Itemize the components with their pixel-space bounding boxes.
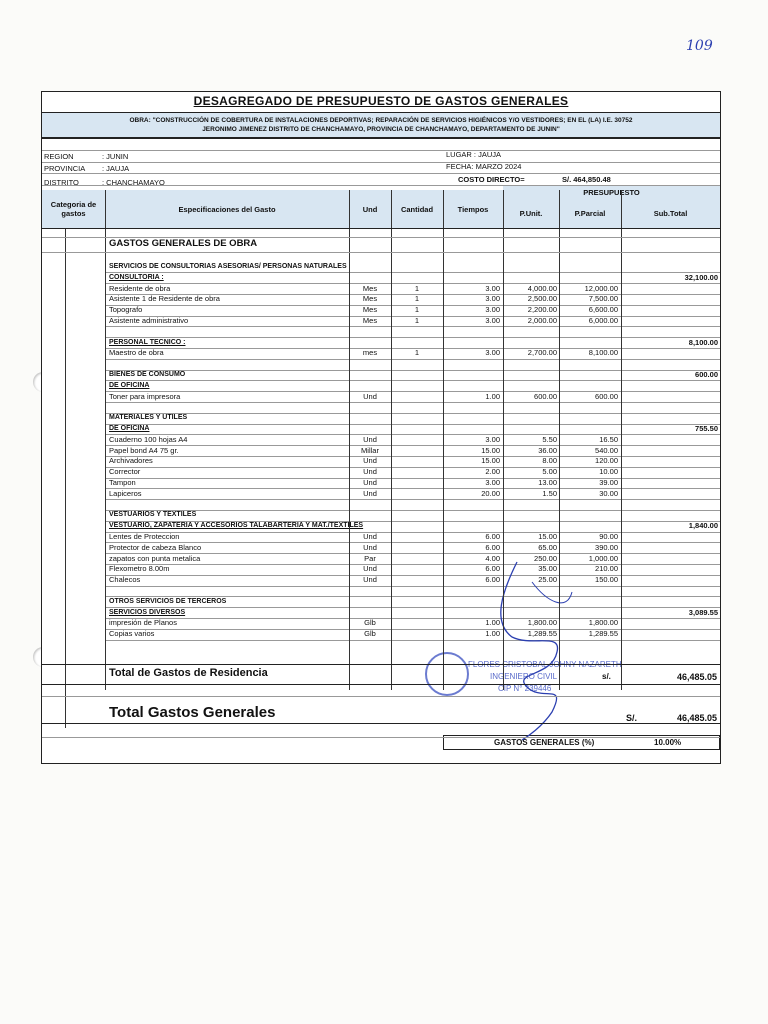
cell-und: Mes xyxy=(362,305,378,315)
cell-cant: 1 xyxy=(414,283,420,293)
cell-und: Und xyxy=(363,488,377,498)
cell-desc: Asistente 1 de Residente de obra xyxy=(109,294,220,304)
cell-pparcial: 600.00 xyxy=(595,391,618,401)
cell-sub: 1,840.00 xyxy=(688,521,718,531)
grid-hline-9 xyxy=(42,684,720,685)
cell-desc: Lentes de Proteccion xyxy=(109,532,180,541)
cell-desc: Asistente administrativo xyxy=(109,316,189,325)
cell-desc: PERSONAL TECNICO : xyxy=(109,338,186,346)
cell-tiempo: 6.00 xyxy=(485,564,500,574)
cell-tiempo: 3.00 xyxy=(485,478,500,487)
grid-hline-4 xyxy=(42,185,720,186)
cell-desc: SERVICIOS DE CONSULTORIAS ASESORIAS/ PERSONAS NATURALES xyxy=(109,263,347,270)
cell-und: Und xyxy=(363,532,377,541)
cell-pparcial: 7,500.00 xyxy=(588,294,618,304)
cell-tiempo: 6.00 xyxy=(485,542,500,552)
cell-desc: Archivadores xyxy=(109,456,153,466)
cell-und: Mes xyxy=(362,283,378,293)
cell-desc: Toner para impresora xyxy=(109,391,181,401)
cell-desc: VESTUARIO, ZAPATERIA Y ACCESORIOS TALABARTERIA Y MAT./TEXTILES xyxy=(109,522,364,530)
cell-und: Und xyxy=(363,542,377,552)
cell-tiempo: 3.00 xyxy=(485,434,500,444)
cell-tiempo: 1.00 xyxy=(485,629,500,639)
grid-hline-8 xyxy=(42,664,720,665)
row-divider xyxy=(105,499,720,500)
col-header-pparcial: P.Parcial xyxy=(559,198,621,228)
cell-punit: 15.00 xyxy=(538,532,557,541)
total-residencia-value: 46,485.05 xyxy=(676,672,717,682)
engineer-seal xyxy=(425,652,469,696)
region-value: : JUNIN xyxy=(102,152,129,161)
provincia-label: PROVINCIA xyxy=(44,164,86,173)
stamp-name: FLORES CRISTOBAL JOHNY NAZARETH xyxy=(468,660,622,669)
cell-desc: impresión de Planos xyxy=(109,618,177,628)
col-header-tiempos: Tiempos xyxy=(443,190,503,228)
grid-vline-0 xyxy=(65,228,66,728)
cell-desc: Corrector xyxy=(109,467,141,477)
cell-tiempo: 6.00 xyxy=(485,575,500,585)
cell-pparcial: 30.00 xyxy=(599,488,618,498)
total-residencia-currency: s/. xyxy=(602,672,611,681)
col-header-categoria: Categoria de gastos xyxy=(42,190,105,228)
costo-directo-label: COSTO DIRECTO= xyxy=(458,175,525,184)
cell-punit: 2,000.00 xyxy=(527,316,557,325)
grid-vline-6 xyxy=(559,190,560,690)
cell-und: Mes xyxy=(362,294,378,304)
cell-punit: 250.00 xyxy=(534,553,557,563)
cell-punit: 36.00 xyxy=(538,445,557,455)
cell-und: Und xyxy=(363,478,377,487)
cell-tiempo: 2.00 xyxy=(485,467,500,477)
gg-pct-label: GASTOS GENERALES (%) xyxy=(494,738,595,747)
row-divider xyxy=(105,640,720,641)
cell-desc: Protector de cabeza Blanco xyxy=(109,542,202,552)
cell-tiempo: 1.00 xyxy=(485,618,500,628)
page-number: 109 xyxy=(686,38,713,54)
cell-punit: 25.00 xyxy=(538,575,557,585)
cell-tiempo: 15.00 xyxy=(481,445,500,455)
total-generales-currency: S/. xyxy=(626,713,638,723)
stamp-cip: CIP N° 239446 xyxy=(498,684,552,693)
cell-und: Millar xyxy=(361,445,379,455)
cell-desc: CONSULTORIA : xyxy=(109,273,164,281)
cell-punit: 65.00 xyxy=(538,542,557,552)
cell-cant: 1 xyxy=(414,305,420,315)
cell-pparcial: 390.00 xyxy=(595,542,618,552)
cell-pparcial: 12,000.00 xyxy=(584,283,618,293)
total-generales-value: 46,485.05 xyxy=(676,713,717,723)
cell-desc: MATERIALES Y UTILES xyxy=(109,414,188,422)
cell-pparcial: 8,100.00 xyxy=(588,348,618,358)
row-divider xyxy=(105,402,720,403)
cell-sub: 755.50 xyxy=(695,424,718,433)
stamp-title: INGENIERO CIVIL xyxy=(490,672,558,681)
cell-desc: SERVICIOS DIVERSOS xyxy=(109,608,186,616)
grid-hline-11 xyxy=(42,723,720,724)
grid-hline-12 xyxy=(42,737,720,738)
grid-vline-1 xyxy=(105,190,106,690)
cell-pparcial: 120.00 xyxy=(595,456,618,466)
distrito-label: DISTRITO xyxy=(44,178,79,187)
cell-punit: 600.00 xyxy=(534,391,557,401)
cell-punit: 1,289.55 xyxy=(527,629,557,639)
cell-punit: 8.00 xyxy=(542,456,557,466)
cell-tiempo: 3.00 xyxy=(485,305,500,315)
lugar-text: LUGAR : JAUJA xyxy=(446,150,502,159)
col-header-presupuesto: PRESUPUESTO xyxy=(503,186,720,198)
cell-desc: zapatos con punta metalica xyxy=(109,553,201,563)
cell-pparcial: 150.00 xyxy=(595,575,618,585)
cell-cant: 1 xyxy=(414,294,420,304)
col-header-subtotal: Sub.Total xyxy=(621,198,720,228)
cell-pparcial: 1,800.00 xyxy=(588,618,618,628)
cell-punit: 1,800.00 xyxy=(527,618,557,628)
document-title: DESAGREGADO DE PRESUPUESTO DE GASTOS GENERALES xyxy=(193,94,569,108)
grid-vline-7 xyxy=(621,190,622,690)
grid-hline-1 xyxy=(42,150,720,151)
cell-tiempo: 3.00 xyxy=(485,294,500,304)
grid-hline-6 xyxy=(42,237,720,238)
section-title: GASTOS GENERALES DE OBRA xyxy=(109,238,258,249)
cell-tiempo: 20.00 xyxy=(481,488,500,498)
cell-pparcial: 10.00 xyxy=(599,467,618,477)
cell-tiempo: 3.00 xyxy=(485,283,500,293)
project-line-2: JERONIMO JIMENEZ DISTRITO DE CHANCHAMAYO, PROVINCIA DE CHANCHAMAYO, DEPARTAMENTO DE JUNIN" xyxy=(202,126,560,133)
grid-hline-3 xyxy=(42,173,720,174)
gg-pct-value: 10.00% xyxy=(654,738,682,747)
project-description xyxy=(42,112,720,138)
cell-punit: 13.00 xyxy=(538,478,557,487)
row-divider xyxy=(105,586,720,587)
grid-hline-5 xyxy=(42,228,720,229)
cell-und: mes xyxy=(362,348,378,358)
cell-pparcial: 1,289.55 xyxy=(588,629,618,639)
cell-und: Mes xyxy=(362,316,378,325)
cell-desc: OTROS SERVICIOS DE TERCEROS xyxy=(109,597,227,605)
cell-desc: Lapiceros xyxy=(109,488,142,498)
grid-hline-10 xyxy=(42,696,720,697)
cell-pparcial: 90.00 xyxy=(599,532,618,541)
total-residencia-label: Total de Gastos de Residencia xyxy=(109,667,268,679)
cell-tiempo: 15.00 xyxy=(481,456,500,466)
budget-sheet xyxy=(41,91,721,764)
col-header-cantidad: Cantidad xyxy=(391,190,443,228)
cell-cant: 1 xyxy=(414,316,420,325)
cell-punit: 2,700.00 xyxy=(527,348,557,358)
col-header-punit: P.Unit. xyxy=(503,198,559,228)
cell-punit: 2,200.00 xyxy=(527,305,557,315)
cell-punit: 4,000.00 xyxy=(527,283,557,293)
total-generales-label: Total Gastos Generales xyxy=(109,704,276,721)
cell-desc: VESTUARIOS Y TEXTILES xyxy=(109,511,197,519)
cell-tiempo: 4.00 xyxy=(485,553,500,563)
cell-desc: Papel bond A4 75 gr. xyxy=(109,445,179,455)
cell-pparcial: 1,000.00 xyxy=(588,553,618,563)
cell-pparcial: 6,000.00 xyxy=(588,316,618,325)
fecha-text: FECHA: MARZO 2024 xyxy=(446,162,522,171)
cell-punit: 5.50 xyxy=(542,434,557,444)
cell-pparcial: 16.50 xyxy=(599,434,618,444)
cell-tiempo: 3.00 xyxy=(485,348,500,358)
grid-vline-4 xyxy=(443,190,444,690)
cell-desc: Residente de obra xyxy=(109,283,171,293)
costo-directo-value: S/. 464,850.48 xyxy=(562,175,611,184)
cell-tiempo: 6.00 xyxy=(485,532,500,541)
cell-pparcial: 540.00 xyxy=(595,445,618,455)
grid-hline-2 xyxy=(42,162,720,163)
cell-punit: 35.00 xyxy=(538,564,557,574)
grid-vline-5 xyxy=(503,190,504,690)
cell-desc: Topografo xyxy=(109,305,143,315)
grid-vline-2 xyxy=(349,190,350,690)
cell-desc: Maestro de obra xyxy=(109,348,164,358)
cell-sub: 3,089.55 xyxy=(688,607,718,617)
cell-und: Glb xyxy=(364,629,376,639)
row-divider xyxy=(105,326,720,327)
cell-desc: Chalecos xyxy=(109,575,141,585)
row-divider xyxy=(105,359,720,360)
cell-tiempo: 1.00 xyxy=(485,391,500,401)
grid-vline-3 xyxy=(391,190,392,690)
cell-desc: DE OFICINA xyxy=(109,381,150,389)
cell-desc: Flexometro 8.00m xyxy=(109,564,170,574)
project-line-1: OBRA: "CONSTRUCCIÓN DE COBERTURA DE INSTALACIONES DEPORTIVAS; REPARACIÓN DE SERVICIOS HIGIÉNICOS Y/O VESTIDORES; EN EL (LA) I.E. 30752 xyxy=(129,117,633,124)
cell-desc: BIENES DE CONSUMO xyxy=(109,371,186,378)
grid-hline-0 xyxy=(42,138,720,139)
cell-und: Und xyxy=(363,564,377,574)
cell-und: Glb xyxy=(364,618,376,628)
cell-desc: Tampon xyxy=(109,478,136,487)
cell-punit: 2,500.00 xyxy=(527,294,557,304)
cell-pparcial: 6,600.00 xyxy=(588,305,618,315)
cell-und: Par xyxy=(364,553,376,563)
cell-sub: 600.00 xyxy=(695,370,718,379)
cell-desc: Copias varios xyxy=(109,629,155,639)
cell-desc: DE OFICINA xyxy=(109,425,150,432)
cell-punit: 5.00 xyxy=(542,467,557,477)
cell-desc: Cuaderno 100 hojas A4 xyxy=(109,434,188,444)
cell-und: Und xyxy=(363,434,377,444)
cell-und: Und xyxy=(363,575,377,585)
distrito-value: : CHANCHAMAYO xyxy=(102,178,165,187)
col-header-und: Und xyxy=(349,190,391,228)
grid-hline-7 xyxy=(42,252,720,253)
cell-und: Und xyxy=(363,467,377,477)
signature-scribble xyxy=(472,552,582,742)
provincia-value: : JAUJA xyxy=(102,164,130,173)
region-label: REGION xyxy=(44,152,74,161)
cell-sub: 32,100.00 xyxy=(684,272,718,282)
col-header-especificaciones: Especificaciones del Gasto xyxy=(105,190,349,228)
cell-pparcial: 39.00 xyxy=(599,478,618,487)
cell-und: Und xyxy=(363,391,377,401)
cell-pparcial: 210.00 xyxy=(595,564,618,574)
cell-punit: 1.50 xyxy=(542,488,557,498)
cell-sub: 8,100.00 xyxy=(688,337,718,347)
cell-und: Und xyxy=(363,456,377,466)
cell-cant: 1 xyxy=(414,348,420,358)
cell-tiempo: 3.00 xyxy=(485,316,500,325)
